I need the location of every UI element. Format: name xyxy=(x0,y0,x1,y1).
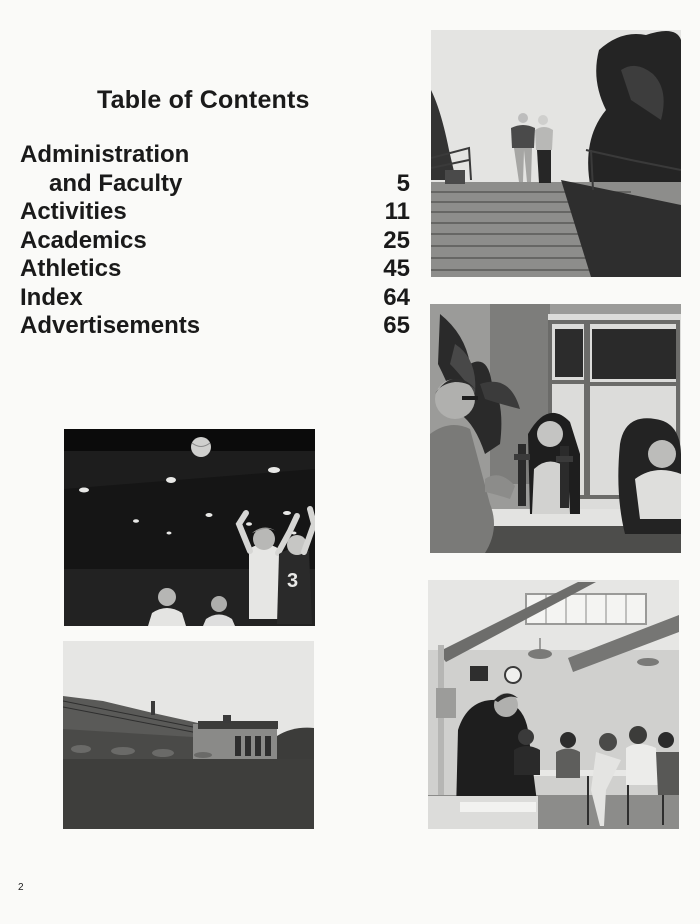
toc-entry-label: Advertisements xyxy=(20,312,201,339)
toc-entry-index xyxy=(20,284,412,313)
toc-entry-label: Index xyxy=(20,283,83,311)
photo-trophies xyxy=(430,304,681,553)
toc-entry-advertisements xyxy=(20,312,412,341)
toc-entry-academics xyxy=(20,227,412,256)
toc-entry-page: 11 xyxy=(384,198,410,225)
toc-entry-label: and Faculty xyxy=(49,169,183,197)
page-number: 2 xyxy=(18,882,24,893)
toc-title: Table of Contents xyxy=(97,86,310,114)
toc-entry-page: 25 xyxy=(383,226,410,254)
photo-classroom xyxy=(428,580,679,829)
photo-school-building xyxy=(63,641,314,829)
toc-entry-label: Activities xyxy=(20,198,127,225)
table-of-contents xyxy=(20,141,412,341)
toc-entry-page: 65 xyxy=(383,312,410,339)
jersey-number: 3 xyxy=(287,570,299,592)
toc-entry-administration-line2 xyxy=(20,170,412,199)
photo-stairs xyxy=(431,30,681,277)
toc-entry-page: 64 xyxy=(383,283,410,311)
toc-entry-activities xyxy=(20,198,412,227)
toc-entry-administration-line1 xyxy=(20,141,412,170)
toc-entry-label: Administration xyxy=(20,141,190,168)
toc-entry-page: 45 xyxy=(383,255,410,282)
toc-entry-label: Academics xyxy=(20,226,147,254)
photo-basketball xyxy=(64,429,315,626)
toc-entry-page: 5 xyxy=(396,169,410,197)
toc-entry-label: Athletics xyxy=(20,255,122,282)
toc-entry-athletics xyxy=(20,255,412,284)
